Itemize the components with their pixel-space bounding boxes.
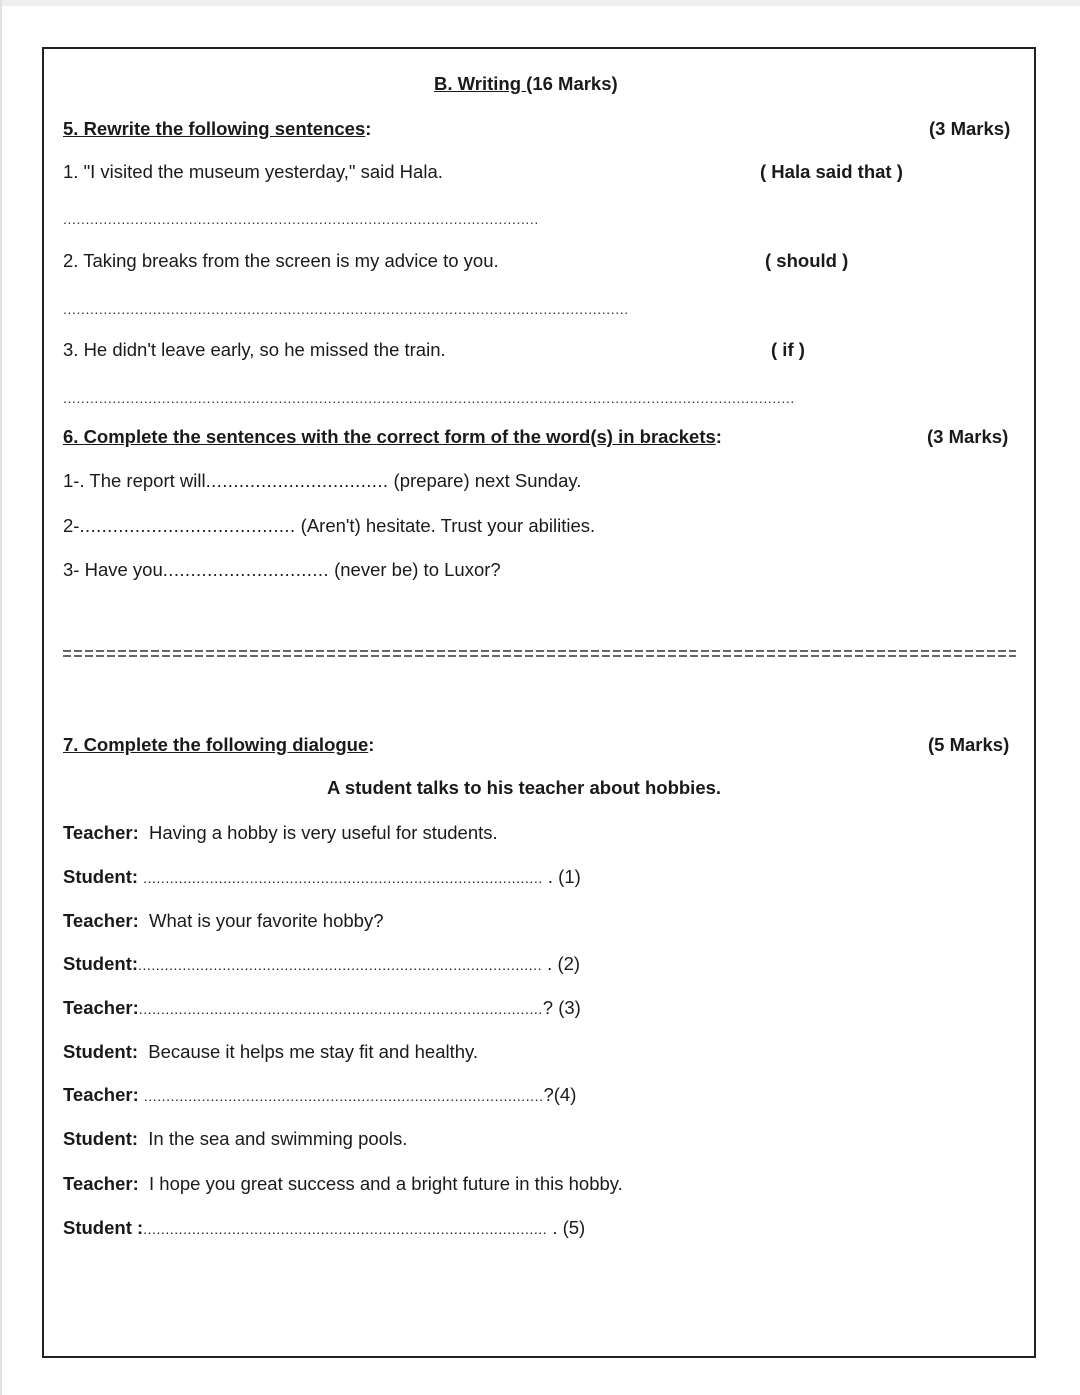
- q5-item-1-cue: ( Hala said that ): [760, 161, 903, 182]
- section-title: [434, 73, 618, 95]
- blank-number: . (1): [547, 866, 581, 887]
- dialogue-blank-2[interactable]: ...........................................................................................: [138, 957, 543, 973]
- dialogue-text: Having a hobby is very useful for students.: [149, 822, 498, 843]
- dialogue-line-1: [63, 822, 498, 844]
- q6-marks: (3 Marks): [927, 426, 1009, 447]
- left-edge: [0, 0, 2, 1395]
- q6-item-3-suffix: (never be) to Luxor?: [328, 559, 501, 580]
- speaker-label: Student:: [63, 1128, 139, 1149]
- dialogue-blank-3[interactable]: ...........................................................................................: [138, 1001, 543, 1017]
- q6-item-2-prefix: 2-: [63, 515, 80, 536]
- dialogue-text: Because it helps me stay fit and healthy.: [148, 1041, 479, 1062]
- q6-item-3: [63, 559, 501, 581]
- speaker-label: Student:: [63, 953, 139, 974]
- blank-number: ?(4): [543, 1084, 577, 1105]
- dialogue-line-8: [63, 1128, 407, 1150]
- q5-title: 5. Rewrite the following sentences: [63, 118, 366, 139]
- speaker-label: Student :: [63, 1217, 144, 1238]
- q7-marks: (5 Marks): [928, 734, 1010, 755]
- q5-colon: :: [365, 118, 372, 139]
- dialogue-blank-5[interactable]: ...........................................................................................: [143, 1221, 548, 1237]
- q6-blank-3[interactable]: ..............................: [162, 559, 329, 580]
- q5-marks: (3 Marks): [929, 118, 1011, 139]
- q7-title: 7. Complete the following dialogue: [63, 734, 369, 755]
- blank-number: . (2): [547, 953, 581, 974]
- speaker-label: Teacher:: [63, 822, 139, 843]
- top-margin: [0, 0, 1080, 6]
- q6-item-3-prefix: 3- Have you: [63, 559, 163, 580]
- dialogue-blank-4[interactable]: ..........................................................................................: [143, 1088, 544, 1104]
- speaker-label: Teacher:: [63, 997, 139, 1018]
- speaker-label: Teacher:: [63, 910, 139, 931]
- q6-heading: [63, 426, 722, 448]
- section-title-main: B. Writing: [434, 73, 527, 94]
- dialogue-text: In the sea and swimming pools.: [148, 1128, 408, 1149]
- dialogue-line-2: [63, 866, 581, 889]
- q5-item-3: 3. He didn't leave early, so he missed the train.: [63, 339, 446, 360]
- dialogue-line-4: [63, 953, 580, 976]
- q6-blank-2[interactable]: .......................................: [79, 515, 296, 536]
- dialogue-text: What is your favorite hobby?: [149, 910, 384, 931]
- q7-subtitle: A student talks to his teacher about hobbies.: [327, 777, 722, 798]
- speaker-label: Student:: [63, 1041, 139, 1062]
- dialogue-line-5: [63, 997, 581, 1020]
- dialogue-line-10: [63, 1217, 585, 1240]
- q5-heading: [63, 118, 371, 140]
- speaker-label: Student:: [63, 866, 139, 887]
- page-border: [42, 47, 1036, 1358]
- speaker-label: Teacher:: [63, 1173, 139, 1194]
- section-divider: [63, 648, 1016, 658]
- q6-colon: :: [715, 426, 722, 447]
- section-title-marks: (16 Marks): [526, 73, 618, 94]
- blank-number: . (5): [552, 1217, 586, 1238]
- dialogue-line-7: [63, 1084, 576, 1107]
- dialogue-text: I hope you great success and a bright future in this hobby.: [149, 1173, 623, 1194]
- q6-item-2-suffix: (Aren't) hesitate. Trust your abilities.: [295, 515, 596, 536]
- dialogue-blank-1[interactable]: ..........................................................................................: [143, 870, 543, 886]
- q7-heading: [63, 734, 374, 756]
- dialogue-line-9: [63, 1173, 623, 1195]
- q5-answer-line-3[interactable]: ...................................................................................................................................................................: [63, 390, 795, 406]
- q5-item-3-cue: ( if ): [771, 339, 805, 360]
- q5-item-2-cue: ( should ): [765, 250, 849, 271]
- q5-item-1: 1. "I visited the museum yesterday," said Hala.: [63, 161, 443, 182]
- q6-item-1-prefix: 1-. The report will: [63, 470, 206, 491]
- speaker-label: Teacher:: [63, 1084, 139, 1105]
- q6-item-2: [63, 515, 595, 537]
- q7-colon: :: [368, 734, 375, 755]
- blank-number: ? (3): [542, 997, 581, 1018]
- q6-item-1-suffix: (prepare) next Sunday.: [388, 470, 582, 491]
- q5-answer-line-1[interactable]: ..........................................................................................................: [63, 211, 539, 227]
- q6-blank-1[interactable]: .................................: [205, 470, 389, 491]
- q5-answer-line-2[interactable]: ..............................................................................................................................: [63, 301, 629, 317]
- q6-title: 6. Complete the sentences with the correct form of the word(s) in brackets: [63, 426, 716, 447]
- dialogue-line-6: [63, 1041, 478, 1063]
- q5-item-2: 2. Taking breaks from the screen is my advice to you.: [63, 250, 499, 271]
- dialogue-line-3: [63, 910, 383, 932]
- q6-item-1: [63, 470, 581, 492]
